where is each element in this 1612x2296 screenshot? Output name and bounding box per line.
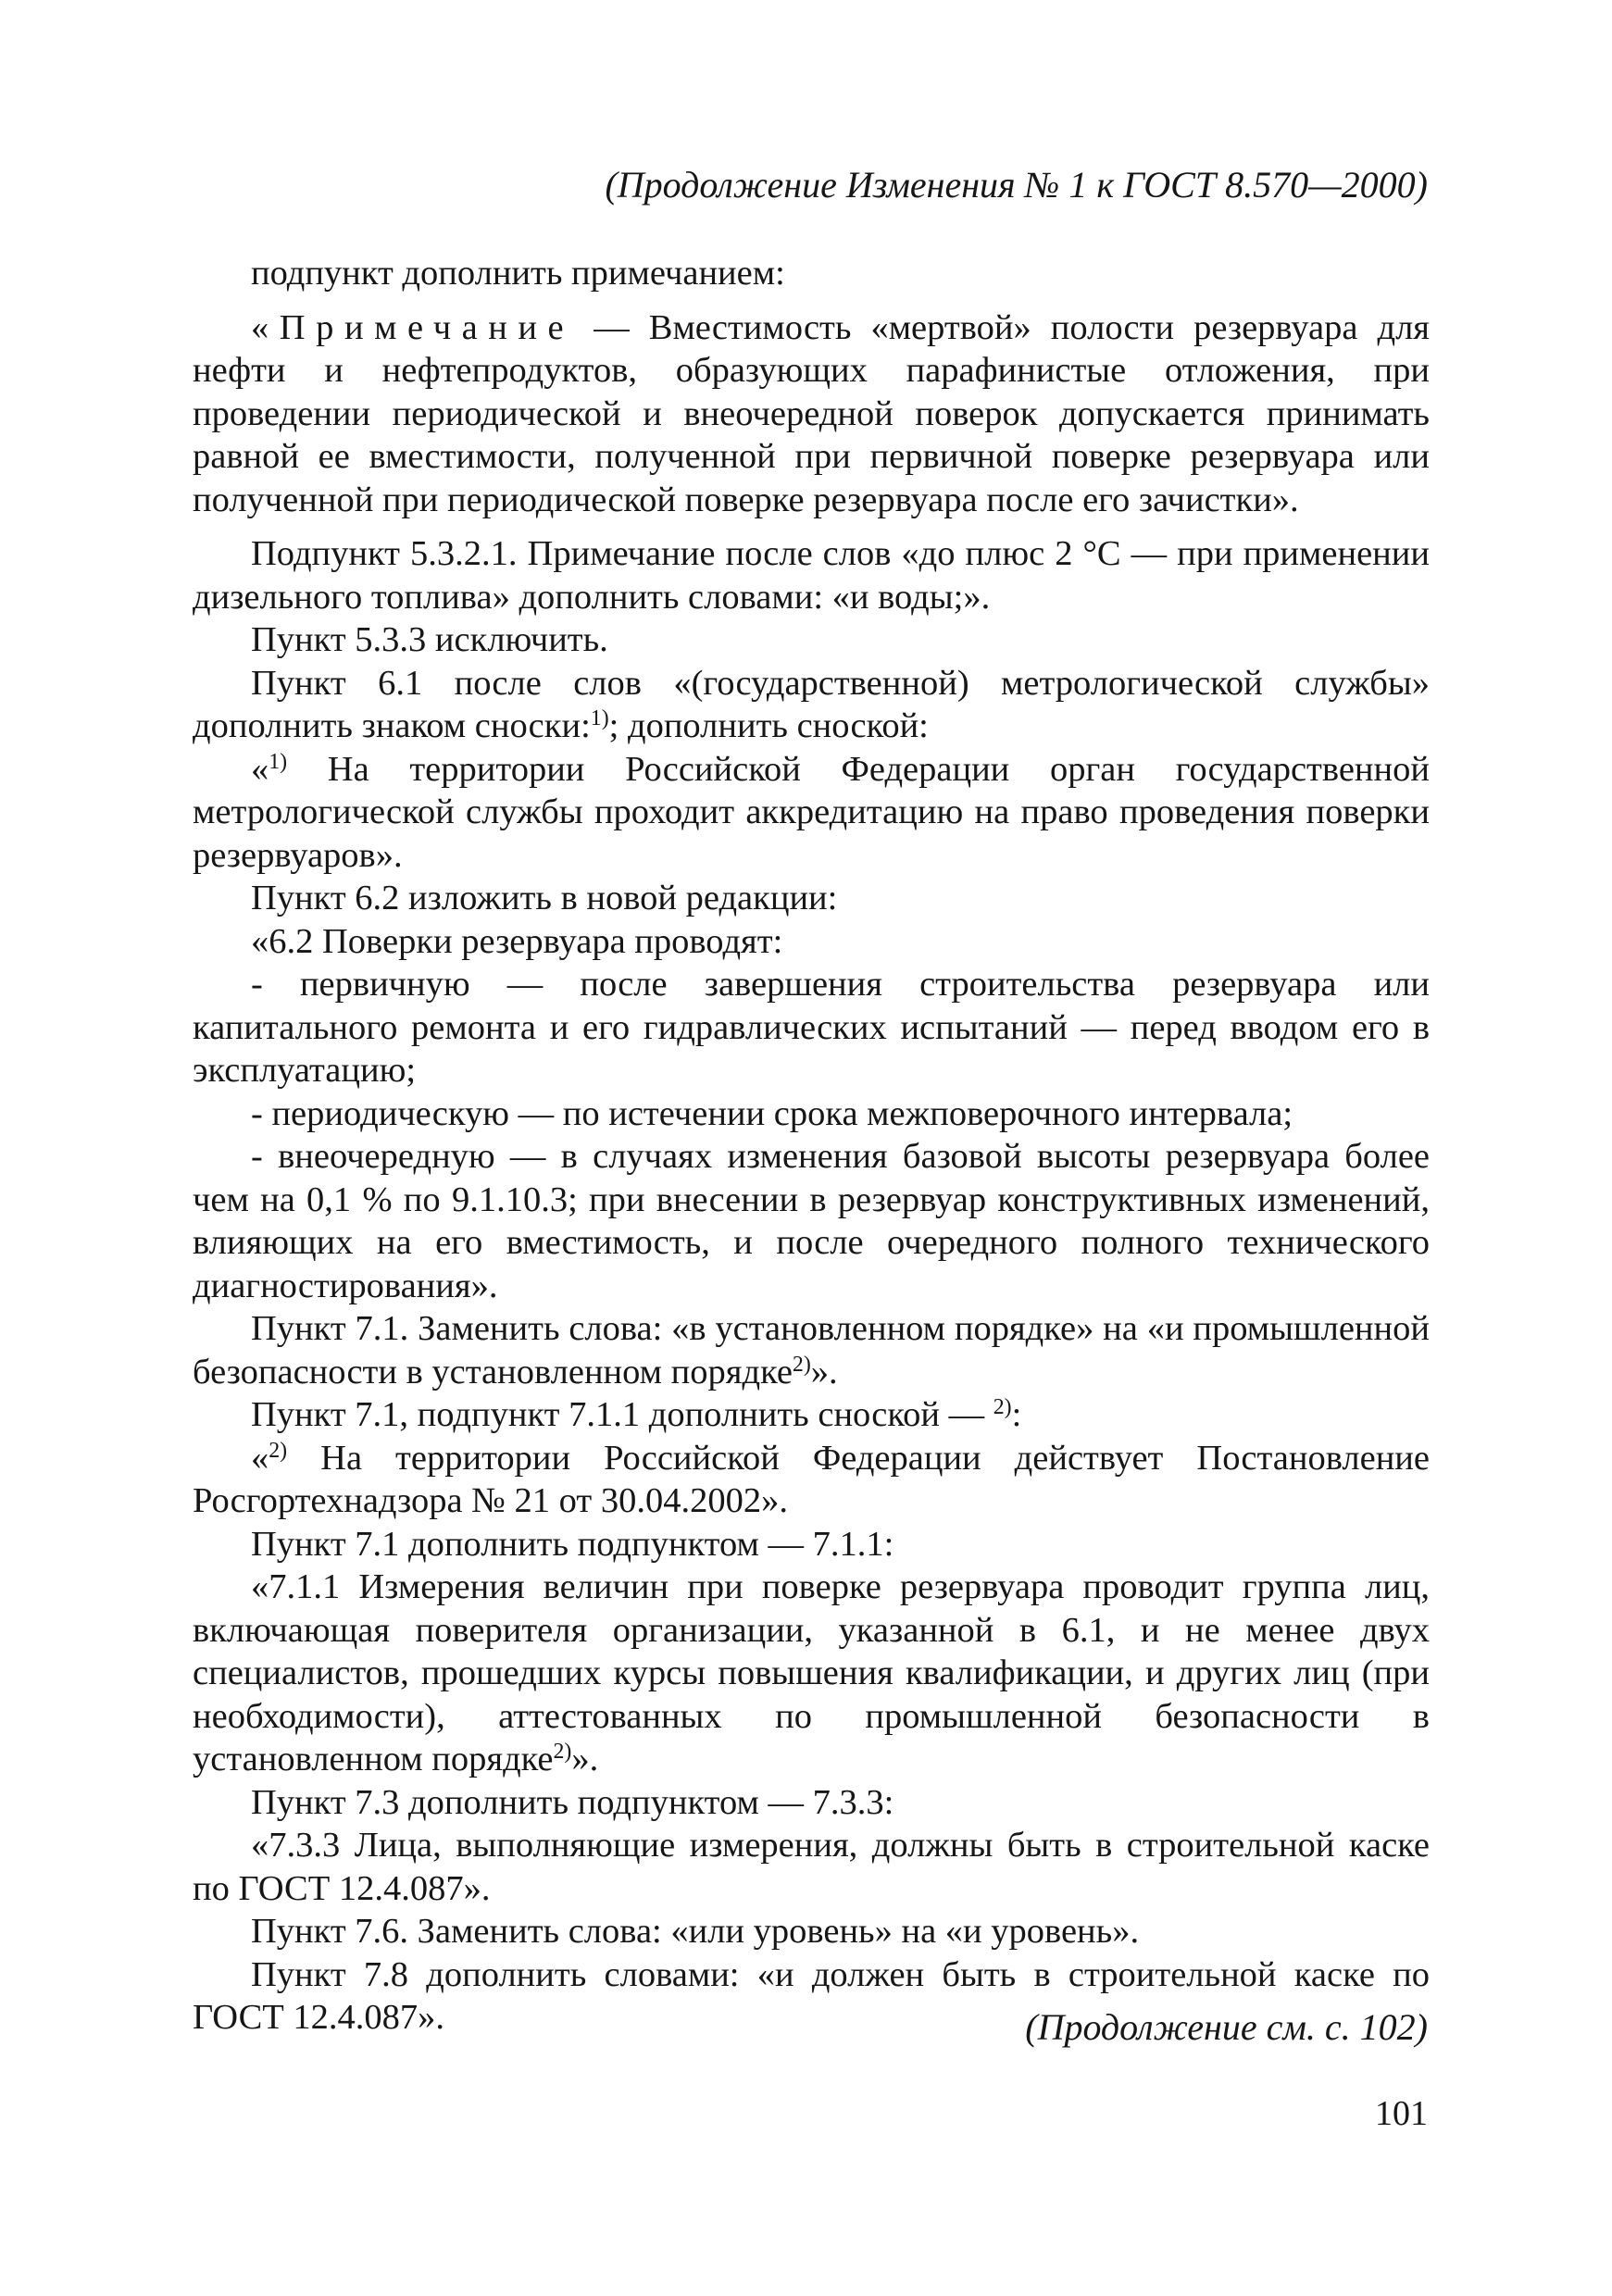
paragraph-7-1-1-footnote xyxy=(193,1393,1430,1437)
footnote-2 xyxy=(193,1437,1430,1523)
paragraph-7-1-add: Пункт 7.1 дополнить подпунктом — 7.1.1: xyxy=(251,1524,894,1564)
text-run: Пункт 7.1. Заменить слова: «в установленном порядке» на «и промышленной безопасности в установленном порядке xyxy=(193,1309,1430,1391)
text-run: На территории Российской Федерации действует Постановление Росгортехнадзора № 21 от 30.04.2002». xyxy=(193,1438,1430,1520)
list-item-periodic: - периодическую — по истечении срока межповерочного интервала; xyxy=(251,1093,1293,1133)
text-run: «7.1.1 Измерения величин при поверке резервуара проводит группа лиц, включающая поверителя организации, указанной в 6.1, и не менее двух специалистов, прошедших курсы повышения квалификации, и других лиц (при необходимости), аттестованных по промышленной безопасности в установленном порядке xyxy=(193,1567,1430,1778)
list-item-primary: - первичную — после завершения строительства резервуара или капитального ремонта и его гидравлических испытаний — перед вводом его в эксплуатацию; xyxy=(193,965,1430,1090)
paragraph-note xyxy=(193,306,1430,522)
paragraph-5-3-2-1: Подпункт 5.3.2.1. Примечание после слов «до плюс 2 °С — при применении дизельного топлива» дополнить словами: «и воды;». xyxy=(193,534,1430,617)
page-number: 101 xyxy=(1375,2094,1428,2133)
text-run: Пункт 6.1 после слов «(государственной) метрологической службы» дополнить знаком сноски: xyxy=(193,663,1430,745)
text-run: : xyxy=(1011,1395,1022,1434)
note-text: — Вместимость «мертвой» полости резервуара для нефти и нефтепродуктов, образующих парафинистые отложения, при проведении периодической и внеочередной поверок допускается принимать равной ее вместимости, полученной при первичной поверке резервуара или полученной при периодической поверке резервуара после его зачистки». xyxy=(193,307,1430,519)
continuation-note: (Продолжение см. с. 102) xyxy=(1025,2006,1428,2048)
footnote-mark: 2) xyxy=(993,1394,1012,1419)
footnote-mark: 2) xyxy=(269,1438,288,1463)
paragraph-7-8: Пункт 7.8 дополнить словами: «и должен быть в строительной каске по ГОСТ 12.4.087». xyxy=(193,1954,1430,2037)
paragraph-6-1 xyxy=(193,662,1430,748)
text-run: ». xyxy=(810,1352,838,1391)
text-run: « xyxy=(251,1438,269,1478)
note-label: «Примечание xyxy=(251,307,575,347)
paragraph-7-1 xyxy=(193,1307,1430,1393)
text-run: ». xyxy=(571,1740,599,1778)
list-item-extraordinary: - внеочередную — в случаях изменения базовой высоты резервуара более чем на 0,1 % по 9.1.10.3; при внесении в резервуар конструктивных изменений, влияющих на его вместимость, и после очередного полного технического диагностирования». xyxy=(193,1137,1430,1305)
text-run: « xyxy=(251,749,269,789)
running-header: (Продолжение Изменения № 1 к ГОСТ 8.570—2000) xyxy=(605,164,1428,206)
footnote-mark: 1) xyxy=(269,749,288,774)
footnote-1 xyxy=(193,748,1430,878)
paragraph-7-1-1 xyxy=(193,1566,1430,1781)
paragraph-7-3-3: «7.3.3 Лица, выполняющие измерения, должны быть в строительной каске по ГОСТ 12.4.087». xyxy=(193,1826,1430,1908)
text-run: ; дополнить сноской: xyxy=(608,706,929,745)
text-run: На территории Российской Федерации орган государственной метрологической службы проходит аккредитацию на право проведения поверки резервуаров». xyxy=(193,749,1430,875)
paragraph-7-3-add: Пункт 7.3 дополнить подпунктом — 7.3.3: xyxy=(251,1782,894,1822)
footnote-mark: 2) xyxy=(553,1739,572,1764)
paragraph-6-2-intro: «6.2 Поверки резервуара проводят: xyxy=(251,921,783,961)
paragraph-6-2: Пункт 6.2 изложить в новой редакции: xyxy=(251,879,838,917)
paragraph-7-6: Пункт 7.6. Заменить слова: «или уровень» на «и уровень». xyxy=(251,1912,1140,1951)
paragraph-5-3-3: Пункт 5.3.3 исключить. xyxy=(251,620,608,659)
footnote-mark: 1) xyxy=(590,705,609,730)
footnote-mark: 2) xyxy=(792,1352,811,1377)
document-body xyxy=(193,252,1430,2040)
paragraph-intro: подпункт дополнить примечанием: xyxy=(251,254,785,293)
text-run: Пункт 7.1, подпункт 7.1.1 дополнить сноской — xyxy=(251,1395,993,1434)
